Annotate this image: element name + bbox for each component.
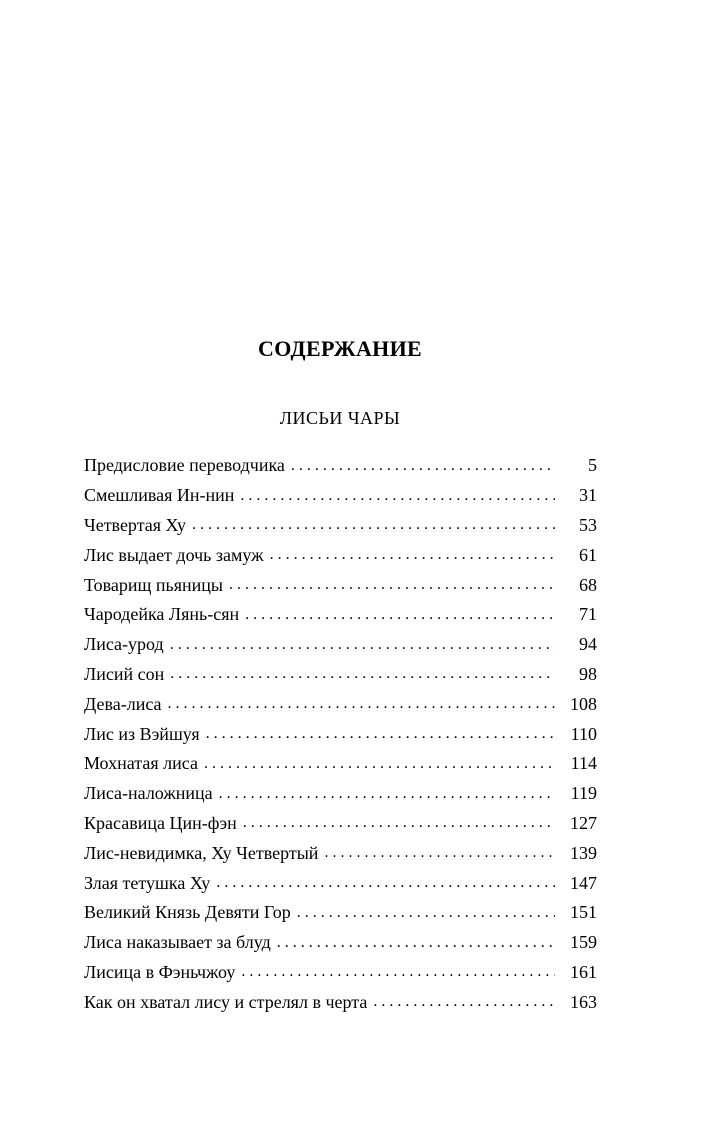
toc-entry-page: 119 xyxy=(570,783,597,804)
toc-entry xyxy=(84,481,597,511)
dot-leader xyxy=(270,546,555,564)
toc-entry xyxy=(84,570,597,600)
toc-entry xyxy=(84,660,597,690)
toc-entry xyxy=(84,868,597,898)
toc-entry xyxy=(84,809,597,839)
dot-leader xyxy=(170,665,555,683)
toc-entry-title: Злая тетушка Ху xyxy=(84,872,211,893)
toc-entry-page: 151 xyxy=(570,902,597,923)
toc-entry-page: 147 xyxy=(570,872,597,893)
dot-leader xyxy=(277,934,555,952)
toc-entry xyxy=(84,451,597,481)
dot-leader xyxy=(373,993,555,1011)
toc-entry xyxy=(84,898,597,928)
dot-leader xyxy=(291,457,555,475)
toc-entry xyxy=(84,749,597,779)
dot-leader xyxy=(216,874,555,892)
toc-entry-page: 108 xyxy=(570,693,597,714)
toc-entry-title: Смешливая Ин-нин xyxy=(84,485,235,506)
toc-entry xyxy=(84,779,597,809)
dot-leader xyxy=(243,814,555,832)
toc-entry-page: 127 xyxy=(570,812,597,833)
dot-leader xyxy=(204,755,555,773)
dot-leader xyxy=(168,695,555,713)
toc-entry-page: 31 xyxy=(579,485,597,506)
toc-entry-title: Дева-лиса xyxy=(84,693,162,714)
dot-leader xyxy=(240,487,555,505)
dot-leader xyxy=(245,606,555,624)
toc-entry-title: Лисий сон xyxy=(84,663,165,684)
dot-leader xyxy=(192,516,555,534)
toc-entry-title: Лиса наказывает за блуд xyxy=(84,932,271,953)
dot-leader xyxy=(219,785,555,803)
dot-leader xyxy=(297,904,555,922)
section-title: ЛИСЬИ ЧАРЫ xyxy=(279,408,401,428)
toc-entry-title: Лисица в Фэньчжоу xyxy=(84,961,236,982)
toc-entry xyxy=(84,630,597,660)
toc-entry xyxy=(84,511,597,541)
toc-entry-page: 110 xyxy=(570,723,597,744)
toc-entry-title: Как он хватал лису и стрелял в черта xyxy=(84,991,368,1012)
toc-entry-title: Лиса-урод xyxy=(84,634,164,655)
toc-entry-title: Лиса-наложница xyxy=(84,783,213,804)
toc-entry-page: 53 xyxy=(579,514,597,535)
toc-entry-page: 68 xyxy=(579,574,597,595)
toc-entry-page: 159 xyxy=(570,932,597,953)
contents-heading: СОДЕРЖАНИЕ xyxy=(258,336,422,361)
dot-leader xyxy=(241,963,555,981)
toc-entry xyxy=(84,928,597,958)
toc-entry-title: Четвертая Ху xyxy=(84,514,186,535)
toc-entry-title: Чародейка Лянь-сян xyxy=(84,604,240,625)
toc-entry-page: 139 xyxy=(570,842,597,863)
toc-entry xyxy=(84,719,597,749)
toc-entry xyxy=(84,987,597,1017)
toc-entry-title: Предисловие переводчика xyxy=(84,455,285,476)
toc-entry-page: 94 xyxy=(579,634,597,655)
toc-entry-title: Лис из Вэйшуя xyxy=(84,723,200,744)
toc-entry-title: Красавица Цин-фэн xyxy=(84,812,237,833)
dot-leader xyxy=(206,725,555,743)
toc-entry-title: Лис-невидимка, Ху Четвертый xyxy=(84,842,319,863)
dot-leader xyxy=(324,844,555,862)
table-of-contents xyxy=(84,451,597,1017)
toc-entry-page: 163 xyxy=(570,991,597,1012)
toc-entry xyxy=(84,600,597,630)
toc-entry-page: 161 xyxy=(570,961,597,982)
toc-entry xyxy=(84,689,597,719)
toc-entry-title: Великий Князь Девяти Гор xyxy=(84,902,291,923)
toc-entry-title: Лис выдает дочь замуж xyxy=(84,544,264,565)
toc-entry xyxy=(84,958,597,988)
dot-leader xyxy=(170,636,555,654)
toc-entry-page: 98 xyxy=(579,663,597,684)
toc-entry xyxy=(84,838,597,868)
toc-entry-title: Товарищ пьяницы xyxy=(84,574,223,595)
toc-entry xyxy=(84,540,597,570)
toc-entry-page: 5 xyxy=(588,455,597,476)
toc-entry-title: Мохнатая лиса xyxy=(84,753,198,774)
toc-entry-page: 71 xyxy=(579,604,597,625)
dot-leader xyxy=(229,576,555,594)
toc-entry-page: 114 xyxy=(570,753,597,774)
toc-entry-page: 61 xyxy=(579,544,597,565)
